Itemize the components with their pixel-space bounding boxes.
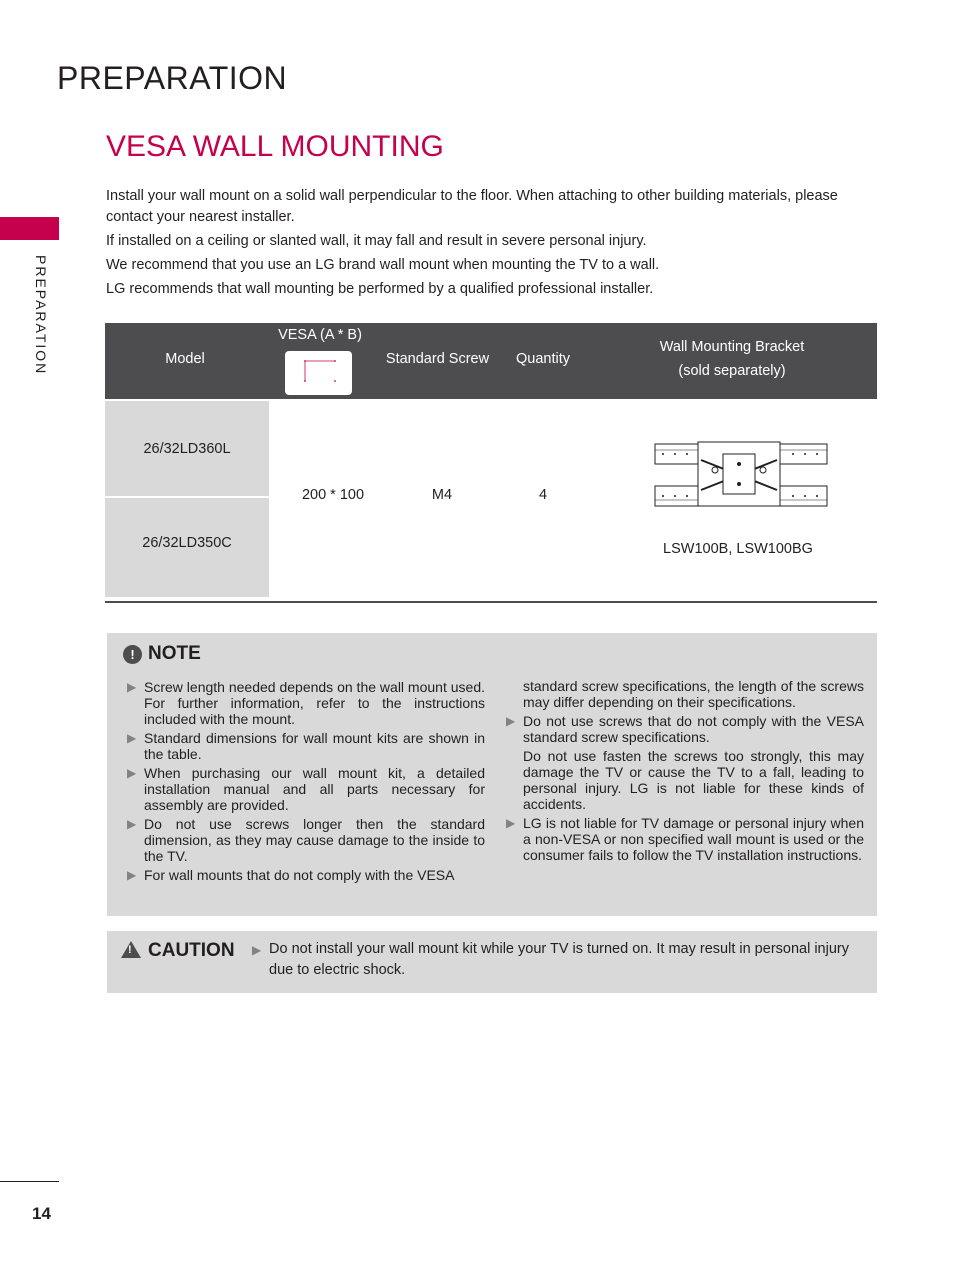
screw-value: M4 <box>431 487 453 503</box>
caution-heading: CAUTION <box>148 940 235 961</box>
table-header <box>105 323 877 399</box>
list-item: ▶ For wall mounts that do not comply with the VESA <box>127 867 455 883</box>
note-heading: NOTE <box>148 643 201 664</box>
list-item: ▶ Standard dimensions for wall mount kits are shown in the table. <box>127 730 485 762</box>
note-left-column <box>127 679 485 886</box>
bullet-arrow-icon: ▶ <box>506 714 516 728</box>
wall-bracket-image <box>653 440 829 510</box>
page-number: 14 <box>32 1204 51 1223</box>
bracket-models: LSW100B, LSW100BG <box>663 541 813 557</box>
table-row <box>105 498 269 597</box>
intro-paragraph: If installed on a ceiling or slanted wall, it may fall and result in severe personal injury. <box>106 233 647 249</box>
intro-paragraph: Install your wall mount on a solid wall perpendicular to the floor. When attaching to other building materials, please contact your nearest installer. <box>106 188 838 225</box>
bullet-arrow-icon: ▶ <box>506 816 516 830</box>
bullet-arrow-icon: ▶ <box>252 943 262 957</box>
list-item: ▶ Screw length needed depends on the wall mount used. For further information, refer to the instructions included with the mount. <box>127 679 485 727</box>
intro-paragraph: We recommend that you use an LG brand wall mount when mounting the TV to a wall. <box>106 257 660 273</box>
caution-text: Do not install your wall mount kit while your TV is turned on. It may result in personal injury due to electric shock. <box>269 941 849 978</box>
th-vesa: VESA (A * B) <box>278 327 362 343</box>
th-quantity: Quantity <box>516 351 570 367</box>
caution-box <box>107 931 877 993</box>
bullet-arrow-icon: ▶ <box>127 731 137 745</box>
th-bracket: Wall Mounting Bracket <box>659 339 805 355</box>
list-item: ▶ When purchasing our wall mount kit, a detailed installation manual and all parts necessary for assembly are provided. <box>127 765 485 813</box>
vesa-value: 200 * 100 <box>301 487 365 503</box>
intro-paragraph: LG recommends that wall mounting be performed by a qualified professional installer. <box>106 281 654 297</box>
note-right-column <box>506 678 864 866</box>
th-standard-screw: Standard Screw <box>385 351 490 367</box>
bullet-arrow-icon: ▶ <box>127 766 137 780</box>
th-model: Model <box>165 351 205 367</box>
bullet-arrow-icon: ▶ <box>127 868 137 882</box>
th-bracket-note: (sold separately) <box>678 363 786 379</box>
table-bottom-rule <box>105 601 877 603</box>
footer-rule <box>0 1181 59 1182</box>
list-item: ▶ Do not use screws longer then the standard dimension, as they may cause damage to the inside to the TV. <box>127 816 485 864</box>
warning-mark: ! <box>128 944 132 956</box>
note-box <box>107 633 877 916</box>
list-item: ▶ LG is not liable for TV damage or personal injury when a non-VESA or non specified wall mount is used or the consumer fails to follow the TV installation instructions. <box>506 815 864 863</box>
bullet-arrow-icon: ▶ <box>127 817 137 831</box>
table-row <box>105 401 269 496</box>
list-item-extra: Do not use fasten the screws too strongly, this may damage the TV or cause the TV to a fall, leading to personal injury. LG is not liable for these kinds of accidents. <box>523 748 864 812</box>
vesa-diagram-icon <box>285 351 352 395</box>
sidebar-label: PREPARATION <box>33 255 49 376</box>
page-title: PREPARATION <box>57 60 288 96</box>
bullet-arrow-icon: ▶ <box>127 680 137 694</box>
alert-icon: ! <box>123 645 142 664</box>
model-cell: 26/32LD360L <box>143 441 231 457</box>
model-cell: 26/32LD350C <box>142 535 232 551</box>
quantity-value: 4 <box>538 487 548 503</box>
section-tab-marker <box>0 217 59 240</box>
section-title: VESA WALL MOUNTING <box>106 130 444 163</box>
list-item: ▶ Do not use screws that do not comply with the VESA standard screw specifications. <box>506 713 864 745</box>
list-item-continuation: standard screw specifications, the length of the screws may differ depending on their specifications. <box>523 678 864 710</box>
